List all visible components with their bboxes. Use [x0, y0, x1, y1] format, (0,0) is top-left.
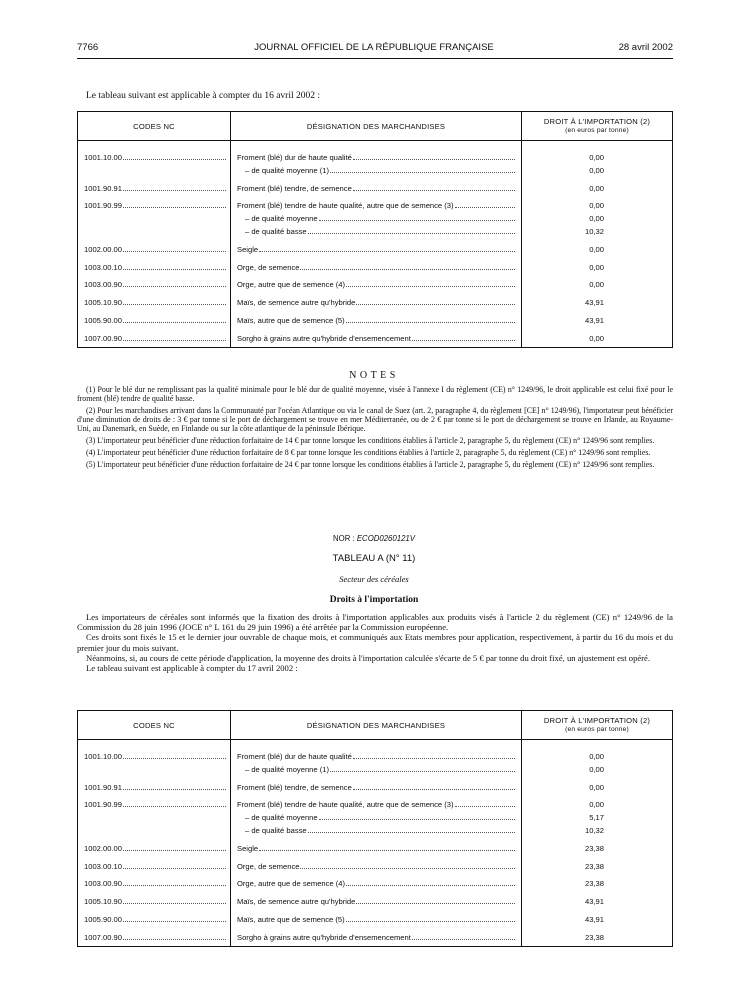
goods-designation: Maïs, autre que de semence (5) [237, 315, 345, 325]
nor-reference [0, 534, 748, 543]
duty-value: 43,91 [584, 298, 604, 308]
droit-cell [522, 289, 673, 307]
notes-title: NOTES [349, 370, 399, 381]
code-cell [78, 141, 231, 175]
code-cell [78, 853, 231, 871]
goods-designation: – de qualité moyenne (1) [245, 165, 330, 175]
goods-designation: – de qualité moyenne [245, 813, 318, 823]
goods-designation: Maïs, de semence autre qu'hybride [237, 897, 356, 907]
goods-designation: Froment (blé) tendre, de semence [237, 183, 352, 193]
dot-leader [353, 752, 515, 759]
duty-value: 23,38 [584, 932, 604, 942]
nc-code: 1001.90.99 [84, 201, 123, 211]
goods-designation: Froment (blé) tendre de haute qualité, autre que de semence (3) [237, 201, 454, 211]
dot-leader [346, 879, 515, 886]
paragraph-3: Néanmoins, si, au cours de cette période d'application, la moyenne des droits à l'importation calculée s'écarte de 5 € par tonne du droit fixé, un ajustement est opéré. [86, 652, 651, 663]
droit-cell [522, 906, 673, 924]
nc-code: 1002.00.00 [84, 843, 123, 853]
page-number: 7766 [77, 42, 99, 53]
code-cell [78, 871, 231, 889]
col-header-droit-unit: (en euros par tonne) [565, 726, 629, 733]
droit-cell [522, 141, 673, 175]
goods-designation: – de qualité basse [245, 226, 307, 236]
dot-leader [259, 844, 515, 851]
table-row [78, 289, 673, 307]
nc-code: 1001.90.91 [84, 183, 123, 193]
duty-value: 5,17 [589, 813, 604, 823]
code-cell [78, 272, 231, 290]
goods-designation: – de qualité moyenne (1) [245, 764, 330, 774]
goods-designation: Maïs, de semence autre qu'hybride [237, 298, 356, 308]
designation-cell [231, 906, 522, 924]
goods-designation: Orge, de semence [237, 262, 300, 272]
droit-cell [522, 853, 673, 871]
code-cell [78, 254, 231, 272]
duty-value: 43,91 [584, 914, 604, 924]
goods-designation: Froment (blé) tendre de haute qualité, autre que de semence (3) [237, 800, 454, 810]
designation-cell [231, 888, 522, 906]
dot-leader [123, 334, 226, 341]
code-cell [78, 888, 231, 906]
goods-designation: – de qualité moyenne [245, 214, 318, 224]
nor-prefix: NOR : [333, 534, 357, 543]
duty-value: 0,00 [589, 201, 604, 211]
dot-leader [123, 800, 226, 807]
goods-designation: – de qualité basse [245, 825, 307, 835]
intro-16-avril: Le tableau suivant est applicable à compter du 16 avril 2002 : [86, 91, 320, 101]
dot-leader [353, 153, 515, 160]
duty-value: 43,91 [584, 897, 604, 907]
nc-code: 1003.00.10 [84, 861, 123, 871]
table-row [78, 835, 673, 853]
dot-leader [123, 844, 226, 851]
droits-title: Droits à l'importation [329, 595, 419, 605]
code-cell [78, 175, 231, 193]
journal-title: JOURNAL OFFICIEL DE LA RÉPUBLIQUE FRANÇAISE [254, 42, 494, 53]
code-cell [78, 774, 231, 792]
goods-designation: Froment (blé) tendre, de semence [237, 782, 352, 792]
code-cell [78, 325, 231, 347]
droit-cell [522, 325, 673, 347]
duty-value: 0,00 [589, 214, 604, 224]
droit-cell [522, 792, 673, 835]
nc-code: 1003.00.90 [84, 879, 123, 889]
note-2: (2) Pour les marchandises arrivant dans la Communauté par l'océan Atlantique ou via le canal de Suez (art. 2, paragraphe 4, du règlement [CE] n° 1249/96), l'importateur peut bénéficier d'une diminution de droits de : 3 € par tonne si le port de déchargement se trouve en mer Méditerranée, ou de 2 € par tonne si le port de déchargement se trouve en Irlande, au Royaume-Uni, au Danemark, en Suède, en Finlande ou sur la côte atlantique de la péninsule Ibérique. [77, 406, 673, 433]
duty-value: 0,00 [589, 262, 604, 272]
droits-table-17-avril [77, 710, 673, 947]
nc-code: 1005.10.90 [84, 897, 123, 907]
goods-designation: Orge, autre que de semence (4) [237, 280, 346, 290]
body-paragraphs [77, 612, 673, 673]
droit-cell [522, 871, 673, 889]
designation-cell [231, 289, 522, 307]
designation-cell [231, 175, 522, 193]
paragraph-2: Ces droits sont fixés le 15 et le dernier jour ouvrable de chaque mois, et communiqués aux Etats membres pour application, respectivement, à partir du 16 du mois et du premier jour du mois suivant. [77, 632, 673, 653]
droit-cell [522, 272, 673, 290]
tableau-title: TABLEAU A (N° 11) [332, 553, 416, 564]
col-header-designation: DÉSIGNATION DES MARCHANDISES [231, 711, 522, 740]
table-row [78, 774, 673, 792]
nc-code: 1001.10.00 [84, 752, 123, 761]
goods-designation: Seigle [237, 244, 259, 254]
droit-cell [522, 193, 673, 236]
dot-leader [123, 783, 226, 790]
dot-leader [319, 813, 515, 820]
droit-cell [522, 307, 673, 325]
dot-leader [123, 862, 226, 869]
dot-leader [412, 334, 515, 341]
col-header-droit [522, 711, 673, 740]
paragraph-4: Le tableau suivant est applicable à compter du 17 avril 2002 : [86, 663, 298, 674]
designation-cell [231, 924, 522, 946]
designation-cell [231, 740, 522, 774]
dot-leader [353, 184, 515, 191]
dot-leader [123, 316, 226, 323]
dot-leader [123, 153, 226, 160]
droit-cell [522, 888, 673, 906]
duty-value: 0,00 [589, 333, 604, 343]
dot-leader [330, 765, 515, 772]
duty-value: 0,00 [589, 183, 604, 193]
droits-table-16-avril [77, 111, 673, 348]
table-row [78, 272, 673, 290]
table-row [78, 853, 673, 871]
nc-code: 1001.10.00 [84, 153, 123, 162]
table-row [78, 236, 673, 254]
nc-code: 1002.00.00 [84, 244, 123, 254]
droit-cell [522, 254, 673, 272]
nc-code: 1007.00.90 [84, 333, 123, 343]
dot-leader [123, 879, 226, 886]
dot-leader [123, 201, 226, 208]
designation-cell [231, 835, 522, 853]
duty-value: 0,00 [589, 764, 604, 774]
table-row [78, 325, 673, 347]
table-row [78, 141, 673, 175]
table-row [78, 254, 673, 272]
header-rule [77, 58, 673, 59]
table-body [78, 141, 673, 348]
nc-code: 1003.00.90 [84, 280, 123, 290]
dot-leader [123, 897, 226, 904]
dot-leader [308, 826, 515, 833]
duty-value: 0,00 [589, 782, 604, 792]
nc-code: 1001.90.91 [84, 782, 123, 792]
goods-designation: Maïs, autre que de semence (5) [237, 914, 345, 924]
duty-value: 10,32 [584, 825, 604, 835]
duty-value: 23,38 [584, 843, 604, 853]
table-row [78, 906, 673, 924]
dot-leader [412, 933, 515, 940]
table-row [78, 871, 673, 889]
nor-code: ECOD0260121V [356, 534, 415, 543]
goods-designation: Orge, de semence [237, 861, 300, 871]
duty-value: 0,00 [589, 280, 604, 290]
dot-leader [123, 245, 226, 252]
dot-leader [123, 184, 226, 191]
table-body [78, 740, 673, 947]
droit-cell [522, 175, 673, 193]
code-cell [78, 924, 231, 946]
note-4: (4) L'importateur peut bénéficier d'une réduction forfaitaire de 8 € par tonne lorsque les conditions établies à l'article 2, paragraphe 5, du règlement (CE) n° 1249/96 sont remplies. [86, 448, 651, 457]
table-row [78, 924, 673, 946]
table-row [78, 307, 673, 325]
col-header-droit [522, 112, 673, 141]
designation-cell [231, 254, 522, 272]
dot-leader [123, 280, 226, 287]
droit-cell [522, 835, 673, 853]
col-header-droit-title: DROIT À L'IMPORTATION (2) [543, 716, 651, 725]
paragraph-1: Les importateurs de céréales sont informés que la fixation des droits à l'importation applicables aux produits visés à l'article 2 du règlement (CE) n° 1249/96 de la Commission du 28 juin 1996 (JOCE n° L 161 du 29 juin 1996) a été arrêtée par la Commission européenne. [77, 612, 673, 633]
note-5: (5) L'importateur peut bénéficier d'une réduction forfaitaire de 24 € par tonne lorsque les conditions établies à l'article 2, paragraphe 5, du règlement (CE) n° 1249/96 sont remplies. [86, 460, 655, 469]
duty-value: 0,00 [589, 165, 604, 175]
nc-code: 1003.00.10 [84, 262, 123, 272]
dot-leader [259, 245, 515, 252]
col-header-droit-title: DROIT À L'IMPORTATION (2) [543, 117, 651, 126]
code-cell [78, 193, 231, 236]
duty-value: 23,38 [584, 879, 604, 889]
designation-cell [231, 272, 522, 290]
dot-leader [330, 166, 515, 173]
table-row [78, 740, 673, 774]
code-cell [78, 236, 231, 254]
code-cell [78, 835, 231, 853]
designation-cell [231, 792, 522, 835]
dot-leader [353, 783, 515, 790]
dot-leader [123, 263, 226, 270]
designation-cell [231, 193, 522, 236]
designation-cell [231, 325, 522, 347]
dot-leader [123, 298, 226, 305]
designation-cell [231, 307, 522, 325]
designation-cell [231, 774, 522, 792]
dot-leader [455, 201, 515, 208]
duty-value: 43,91 [584, 315, 604, 325]
goods-designation: Orge, autre que de semence (4) [237, 879, 346, 889]
table-row [78, 175, 673, 193]
goods-designation: Sorgho à grains autre qu'hybride d'ensemencement [237, 932, 411, 942]
droit-cell [522, 924, 673, 946]
duty-value: 0,00 [589, 153, 604, 162]
dot-leader [319, 214, 515, 221]
goods-designation: Sorgho à grains autre qu'hybride d'ensemencement [237, 333, 411, 343]
droit-cell [522, 236, 673, 254]
dot-leader [123, 752, 226, 759]
duty-value: 0,00 [589, 244, 604, 254]
duty-value: 23,38 [584, 861, 604, 871]
table-row [78, 792, 673, 835]
dot-leader [455, 800, 515, 807]
dot-leader [346, 915, 515, 922]
table-row [78, 888, 673, 906]
designation-cell [231, 236, 522, 254]
dot-leader [123, 915, 226, 922]
nc-code: 1007.00.90 [84, 932, 123, 942]
duty-value: 10,32 [584, 226, 604, 236]
designation-cell [231, 871, 522, 889]
code-cell [78, 906, 231, 924]
dot-leader [356, 298, 515, 305]
note-1: (1) Pour le blé dur ne remplissant pas la qualité minimale pour le blé dur de qualité moyenne, visée à l'annexe I du règlement (CE) n° 1249/96, le droit applicable est celui fixé pour le froment (blé) tendre de qualité basse. [77, 385, 673, 403]
goods-designation: Froment (blé) dur de haute qualité [237, 153, 352, 162]
table-row [78, 193, 673, 236]
droit-cell [522, 740, 673, 774]
notes-list [77, 385, 673, 469]
nc-code: 1001.90.99 [84, 800, 123, 810]
col-header-codes: CODES NC [78, 112, 231, 141]
designation-cell [231, 141, 522, 175]
goods-designation: Seigle [237, 843, 259, 853]
code-cell [78, 792, 231, 835]
nc-code: 1005.90.00 [84, 315, 123, 325]
header-date: 28 avril 2002 [618, 42, 673, 53]
dot-leader [346, 280, 515, 287]
nc-code: 1005.10.90 [84, 298, 123, 308]
dot-leader [300, 862, 515, 869]
col-header-designation: DÉSIGNATION DES MARCHANDISES [231, 112, 522, 141]
goods-designation: Froment (blé) dur de haute qualité [237, 752, 352, 761]
code-cell [78, 289, 231, 307]
code-cell [78, 740, 231, 774]
designation-cell [231, 853, 522, 871]
code-cell [78, 307, 231, 325]
nc-code: 1005.90.00 [84, 914, 123, 924]
secteur-title: Secteur des céréales [339, 574, 409, 584]
dot-leader [346, 316, 515, 323]
duty-value: 0,00 [589, 800, 604, 810]
dot-leader [308, 227, 515, 234]
col-header-droit-unit: (en euros par tonne) [565, 127, 629, 134]
duty-value: 0,00 [589, 752, 604, 761]
note-3: (3) L'importateur peut bénéficier d'une réduction forfaitaire de 14 € par tonne lorsque les conditions établies à l'article 2, paragraphe 5, du règlement (CE) n° 1249/96 sont remplies. [86, 436, 655, 445]
droit-cell [522, 774, 673, 792]
dot-leader [123, 933, 226, 940]
dot-leader [300, 263, 515, 270]
dot-leader [356, 897, 515, 904]
col-header-codes: CODES NC [78, 711, 231, 740]
